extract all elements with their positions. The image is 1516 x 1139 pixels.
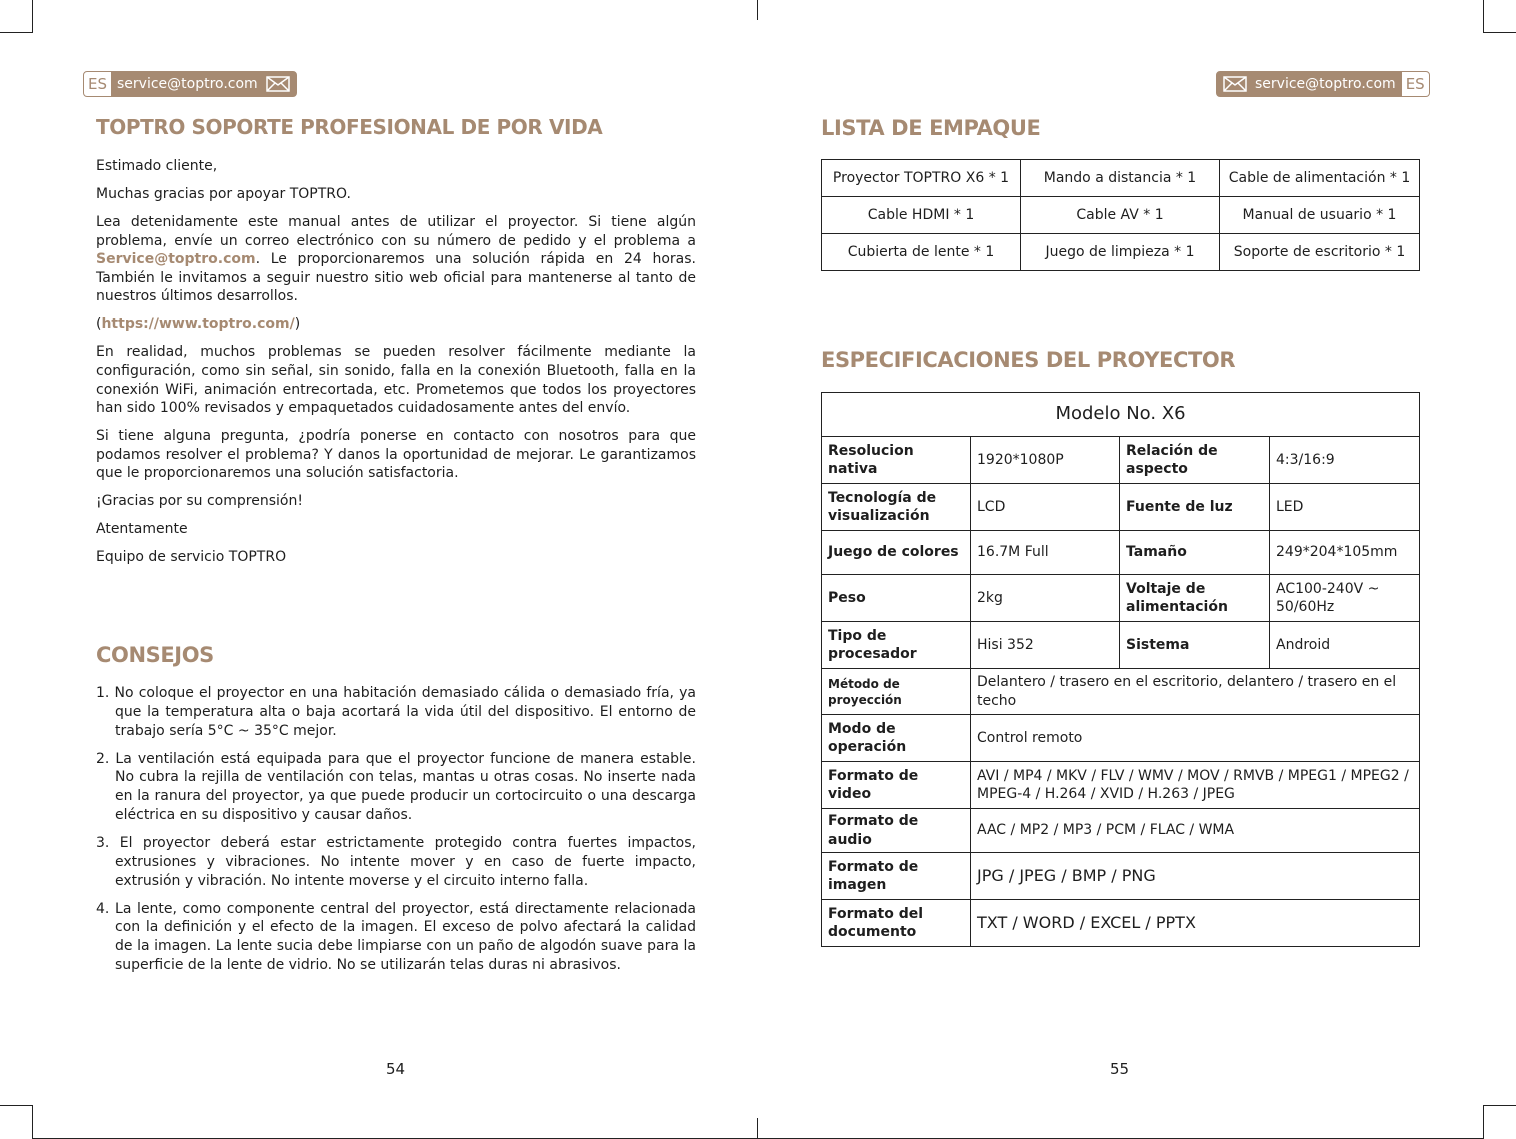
spec-label: Sistema [1120,622,1270,669]
crop-mark [1483,0,1484,33]
spec-label: Formato de audio [822,809,971,853]
table-row [822,809,1420,853]
support-heading: TOPTRO SOPORTE PROFESIONAL DE POR VIDA [96,115,603,139]
language-label: ES [1402,72,1429,96]
spec-value: 249*204*105mm [1270,531,1420,575]
crop-mark [1483,1105,1516,1106]
table-row [822,715,1420,762]
spec-value: Delantero / trasero en el escritorio, delantero / trasero en el techo [971,669,1420,715]
table-row [822,393,1420,437]
table-cell: Cable HDMI * 1 [822,197,1021,234]
table-cell: Proyector TOPTRO X6 * 1 [822,160,1021,197]
spec-value: Control remoto [971,715,1420,762]
spec-label: Relación de aspecto [1120,437,1270,484]
tips-heading: CONSEJOS [96,643,214,667]
table-row [822,900,1420,947]
spec-label: Voltaje de alimentación [1120,575,1270,622]
envelope-icon [1223,76,1247,92]
table-row [822,437,1420,484]
service-email[interactable]: service@toptro.com [117,76,258,92]
table-row [822,234,1420,271]
spec-label: Tipo de procesador [822,622,971,669]
service-email-badge [1216,71,1430,97]
intro-paragraph: Lea detenidamente este manual antes de utilizar el proyector. Si tiene algún problema, envíe un correo electrónico con su número de pedido y el problema a Service@toptro.com. Le proporcionaremos una solución rápida en 24 horas. También le invitamos a seguir nuestro sitio web oficial para mantenerse al tanto de nuestros últimos desarrollos. [96,213,696,305]
crop-mark [1483,32,1516,33]
specs-heading: ESPECIFICACIONES DEL PROYECTOR [821,348,1236,372]
crop-mark [1483,1105,1484,1139]
table-row [822,484,1420,531]
spec-value: Hisi 352 [971,622,1120,669]
closing: Atentamente [96,521,188,538]
spec-label: Formato de video [822,762,971,809]
website-link[interactable]: https://www.toptro.com/ [101,316,295,333]
spec-label: Formato de imagen [822,853,971,900]
table-row [822,575,1420,622]
support-email-link[interactable]: Service@toptro.com [96,251,256,268]
crop-mark [0,1105,33,1106]
spec-label: Modo de operación [822,715,971,762]
spec-value: LED [1270,484,1420,531]
spec-label: Resolucion nativa [822,437,971,484]
spec-label: Tamaño [1120,531,1270,575]
spec-value: Android [1270,622,1420,669]
table-row [822,669,1420,715]
spec-value: LCD [971,484,1120,531]
list-item: 2. La ventilación está equipada para que el proyector funcione de manera estable. No cubra la rejilla de ventilación con telas, mantas u otras cosas. No inserte nada en la ranura del proyector, ya que puede producir un cortocircuito o una descarga eléctrica en su dispositivo y causar daños. [96,750,696,823]
crop-mark [757,0,758,20]
spec-label: Peso [822,575,971,622]
table-cell: Manual de usuario * 1 [1220,197,1420,234]
spec-value: 4:3/16:9 [1270,437,1420,484]
spec-value: 16.7M Full [971,531,1120,575]
spec-value: 1920*1080P [971,437,1120,484]
crop-mark [0,32,33,33]
table-row [822,160,1420,197]
spec-value: 2kg [971,575,1120,622]
support-letter [96,157,696,576]
envelope-icon [266,76,290,92]
packing-heading: LISTA DE EMPAQUE [821,116,1041,140]
website-line: (https://www.toptro.com/) [96,316,301,333]
table-row [822,622,1420,669]
service-email[interactable]: service@toptro.com [1255,76,1396,92]
table-row [822,853,1420,900]
list-item: 4. La lente, como componente central del proyector, está directamente relacionada con la definición y el efecto de la imagen. El exceso de polvo afectará la calidad de la imagen. La lente sucia debe limpiarse con un paño de algodón suave para la superficie de la lente de vidrio. No se utilizarán telas duras ni abrasivos. [96,900,696,973]
thanks-line: Muchas gracias por apoyar TOPTRO. [96,185,351,202]
table-cell: Mando a distancia * 1 [1021,160,1220,197]
table-row [822,762,1420,809]
greeting: Estimado cliente, [96,158,218,174]
spec-label: Método de proyección [822,669,971,715]
table-cell: Juego de limpieza * 1 [1021,234,1220,271]
signature: Equipo de servicio TOPTRO [96,549,287,566]
specs-table [821,392,1420,947]
table-cell: Cable de alimentación * 1 [1220,160,1420,197]
spec-label: Juego de colores [822,531,971,575]
table-row [822,531,1420,575]
language-label: ES [84,72,111,96]
spec-value: JPG / JPEG / BMP / PNG [971,853,1420,900]
spec-value: TXT / WORD / EXCEL / PPTX [971,900,1420,947]
configuration-paragraph: En realidad, muchos problemas se pueden resolver fácilmente mediante la configuración, como sin señal, sin sonido, falla en la conexión Bluetooth, falla en la conexión WiFi, animación entrecortada, etc. Prometemos que todos los proyectores han sido 100% revisados y empaquetados cuidadosamente antes del envío. [96,344,696,417]
table-cell: Cubierta de lente * 1 [822,234,1021,271]
tips-list [96,684,696,984]
page-number: 55 [1110,1060,1130,1078]
spec-value: AVI / MP4 / MKV / FLV / WMV / MOV / RMVB / MPEG1 / MPEG2 / MPEG-4 / H.264 / XVID / H.263 / JPEG [971,762,1420,809]
crop-mark [32,1105,33,1139]
list-item: 3. El proyector deberá estar estrictamente protegido contra fuertes impactos, extrusiones y vibraciones. No intente mover y en caso de fuerte impacto, extrusión y vibración. No intente moverse y el circuito interno falla. [96,834,696,889]
table-cell: Cable AV * 1 [1021,197,1220,234]
questions-paragraph: Si tiene alguna pregunta, ¿podría ponerse en contacto con nosotros para que podamos resolver el problema? Y danos la oportunidad de mejorar. Le garantizamos que le proporcionaremos una solución satisfactoria. [96,428,696,482]
spec-value: AAC / MP2 / MP3 / PCM / FLAC / WMA [971,809,1420,853]
spec-label: Fuente de luz [1120,484,1270,531]
page-number: 54 [386,1060,406,1078]
spec-label: Formato del documento [822,900,971,947]
table-row [822,197,1420,234]
service-email-badge [83,71,297,97]
crop-mark [32,0,33,33]
spec-value: AC100-240V ~ 50/60Hz [1270,575,1420,622]
list-item: 1. No coloque el proyector en una habitación demasiado cálida o demasiado fría, ya que la temperatura alta o baja acortará la vida útil del dispositivo. El entorno de trabajo sería 5°C ~ 35°C mejor. [96,685,696,739]
spec-label: Tecnología de visualización [822,484,971,531]
crop-mark [757,1118,758,1139]
model-number: Modelo No. X6 [822,393,1420,437]
table-cell: Soporte de escritorio * 1 [1220,234,1420,271]
thanks-paragraph: ¡Gracias por su comprensión! [96,493,303,510]
packing-table [821,159,1420,271]
